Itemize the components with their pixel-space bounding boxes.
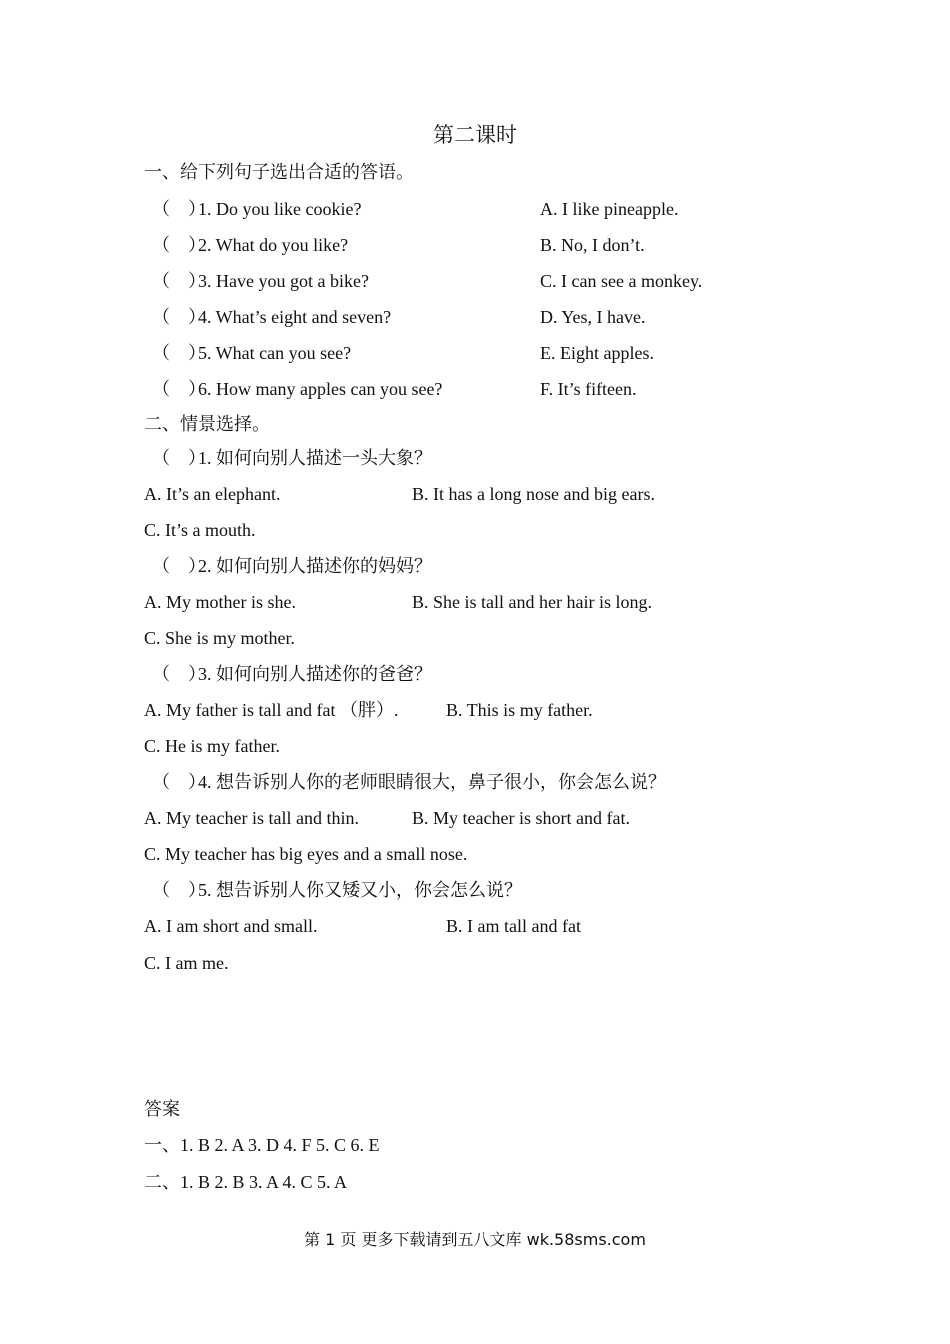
part2-question-2 bbox=[152, 554, 432, 578]
option-a: A. My teacher is tall and thin. bbox=[144, 808, 359, 828]
part1-question: 4. What’s eight and seven? bbox=[198, 307, 392, 327]
part1-row-1 bbox=[152, 197, 361, 221]
part1-row-5 bbox=[152, 341, 351, 365]
part1-question: 1. Do you like cookie? bbox=[198, 199, 362, 219]
option-c: C. She is my mother. bbox=[144, 628, 296, 648]
answer-key-heading: 答案 bbox=[144, 1099, 180, 1119]
answer-bracket: （ ） bbox=[152, 556, 206, 576]
answer-bracket: （ ） bbox=[152, 235, 206, 255]
option-b: B. It has a long nose and big ears. bbox=[412, 484, 655, 504]
answer-bracket: （ ） bbox=[152, 880, 206, 900]
part2-question-1 bbox=[152, 446, 432, 470]
part1-row-3 bbox=[152, 269, 369, 293]
part1-answer: D. Yes, I have. bbox=[540, 307, 646, 327]
option-c: C. He is my father. bbox=[144, 736, 280, 756]
answer-bracket: （ ） bbox=[152, 772, 206, 792]
part2-question-text: 5. 想告诉别人你又矮又小，你会怎么说？ bbox=[198, 880, 522, 900]
part1-answer: E. Eight apples. bbox=[540, 343, 654, 363]
part1-row-2 bbox=[152, 233, 348, 257]
part1-answer: F. It’s fifteen. bbox=[540, 379, 637, 399]
part2-question-text: 1. 如何向别人描述一头大象？ bbox=[198, 448, 432, 468]
answer-bracket: （ ） bbox=[152, 448, 206, 468]
part2-heading: 二、情景选择。 bbox=[144, 414, 270, 434]
option-c: C. I am me. bbox=[144, 953, 229, 973]
part1-row-6 bbox=[152, 377, 442, 401]
option-a: A. My father is tall and fat （胖）. bbox=[144, 700, 399, 720]
answer-bracket: （ ） bbox=[152, 379, 206, 399]
answer-bracket: （ ） bbox=[152, 664, 206, 684]
option-b: B. I am tall and fat bbox=[446, 916, 581, 936]
part1-question: 5. What can you see? bbox=[198, 343, 352, 363]
page-title: 第二课时 bbox=[433, 123, 517, 147]
part1-answer: A. I like pineapple. bbox=[540, 199, 679, 219]
part1-row-4 bbox=[152, 305, 391, 329]
part1-answer: B. No, I don’t. bbox=[540, 235, 645, 255]
part1-heading: 一、给下列句子选出合适的答语。 bbox=[144, 162, 414, 182]
part2-question-4 bbox=[152, 770, 666, 794]
option-a: A. I am short and small. bbox=[144, 916, 318, 936]
part2-question-5 bbox=[152, 878, 522, 902]
option-b: B. She is tall and her hair is long. bbox=[412, 592, 652, 612]
option-a: A. My mother is she. bbox=[144, 592, 296, 612]
option-c: C. It’s a mouth. bbox=[144, 520, 256, 540]
option-b: B. This is my father. bbox=[446, 700, 593, 720]
answer-bracket: （ ） bbox=[152, 343, 206, 363]
answer-key-part1: 一、1. B 2. A 3. D 4. F 5. C 6. E bbox=[144, 1135, 380, 1155]
part2-question-text: 4. 想告诉别人你的老师眼睛很大，鼻子很小，你会怎么说？ bbox=[198, 772, 666, 792]
option-b: B. My teacher is short and fat. bbox=[412, 808, 630, 828]
answer-bracket: （ ） bbox=[152, 307, 206, 327]
answer-bracket: （ ） bbox=[152, 271, 206, 291]
part2-question-3 bbox=[152, 662, 432, 686]
part2-question-text: 3. 如何向别人描述你的爸爸？ bbox=[198, 664, 432, 684]
part1-question: 3. Have you got a bike? bbox=[198, 271, 369, 291]
part2-question-text: 2. 如何向别人描述你的妈妈？ bbox=[198, 556, 432, 576]
part1-question: 2. What do you like? bbox=[198, 235, 349, 255]
answer-bracket: （ ） bbox=[152, 199, 206, 219]
option-c: C. My teacher has big eyes and a small nose. bbox=[144, 844, 468, 864]
part1-answer: C. I can see a monkey. bbox=[540, 271, 703, 291]
answer-key-part2: 二、1. B 2. B 3. A 4. C 5. A bbox=[144, 1172, 348, 1192]
option-a: A. It’s an elephant. bbox=[144, 484, 281, 504]
page-footer: 第 1 页 更多下载请到五八文库 wk.58sms.com bbox=[304, 1230, 646, 1249]
part1-question: 6. How many apples can you see? bbox=[198, 379, 443, 399]
